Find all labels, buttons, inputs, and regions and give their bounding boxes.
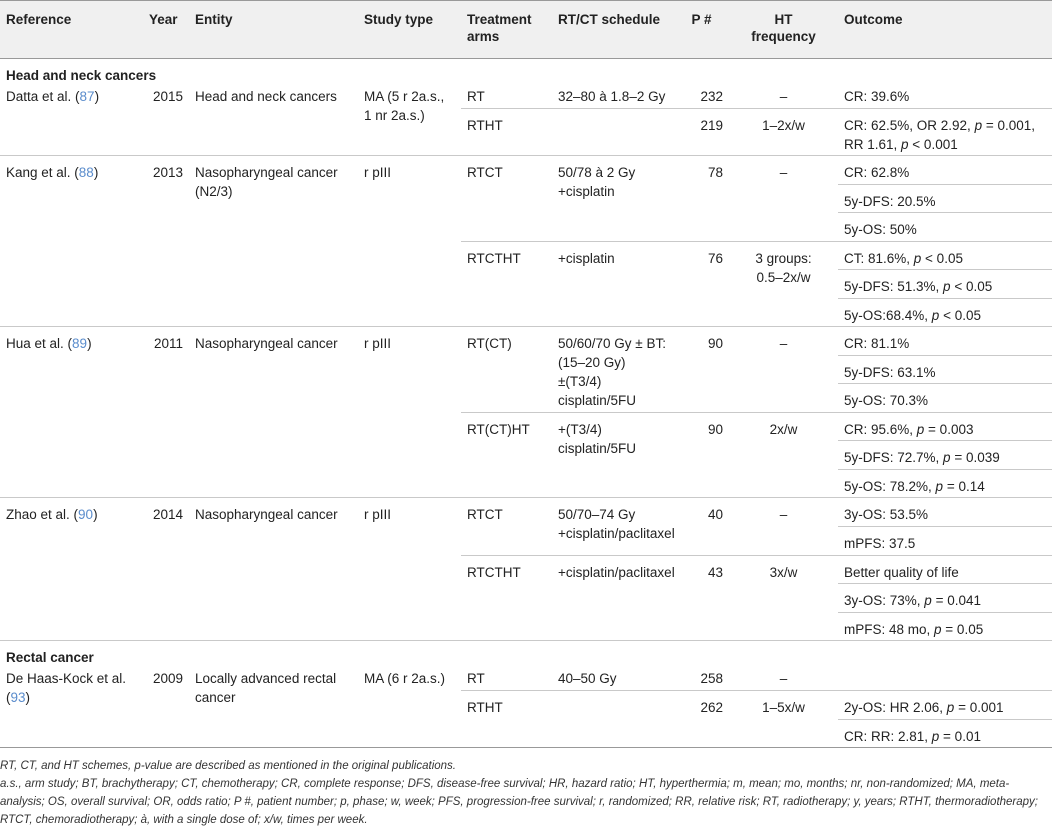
section-title: Head and neck cancers [6, 68, 157, 83]
entity-cell: Nasopharyngeal cancer (N2/3) [189, 155, 358, 326]
arm-cell: RTHT [461, 108, 552, 155]
citation-link[interactable]: 87 [79, 89, 95, 104]
outcome-cell: CR: 62.5%, OR 2.92, p = 0.001, RR 1.61, p < 0.001 [838, 108, 1052, 155]
outcome-cell: 5y-OS: 70.3% [838, 383, 1052, 412]
outcome-cell [838, 666, 1052, 691]
patients-cell: 258 [700, 670, 723, 686]
section-row [0, 640, 1052, 666]
ht-cell: 1–5x/w [729, 691, 838, 748]
table-row [0, 326, 1052, 355]
year-cell: 2009 [152, 670, 183, 686]
reference-cell: Kang et al. (88) [0, 155, 143, 326]
schedule-cell: +cisplatin/paclitaxel [552, 555, 674, 640]
section-row [0, 59, 1052, 85]
header-year: Year [149, 12, 178, 27]
ht-cell: – [729, 155, 838, 241]
table-footnotes [0, 757, 1046, 829]
footnote-abbreviations: a.s., arm study; BT, brachytherapy; CT, chemotherapy; CR, complete response; DFS, disease-free survival; HR, hazard ratio; HT, hyperthermia; m, mean; mo, months; nr, non-randomized; MA, meta-analysis; OS, overall survival; OR, odds ratio; P #, patient number; p, phase; w, week; PFS, progression-free survival; r, randomized; RR, relative risk; RT, radiotherapy; y, years; RTHT, thermoradiotherapy; RTCT, chemoradiotherapy; à, with a single dose of; x/w, times per week. [0, 778, 1038, 826]
schedule-cell [552, 108, 674, 155]
patients-cell: 232 [700, 89, 723, 104]
year-cell: 2015 [152, 89, 183, 104]
patients-cell: 90 [674, 326, 729, 412]
study-type-cell: r pIII [358, 326, 461, 497]
schedule-cell: +cisplatin [552, 241, 674, 326]
schedule-cell [552, 691, 674, 748]
outcome-cell: CR: 39.6% [844, 89, 910, 104]
study-type-cell: MA (6 r 2a.s.) [364, 670, 446, 686]
outcome-cell: CR: 62.8% [838, 155, 1052, 184]
schedule-cell: 32–80 à 1.8–2 Gy [558, 89, 666, 104]
arm-cell: RT(CT)HT [461, 412, 552, 497]
table-row [0, 84, 1052, 108]
citation-link[interactable]: 90 [78, 506, 94, 522]
ht-cell: – [779, 670, 788, 686]
header-study-type: Study type [364, 12, 434, 27]
section-title: Rectal cancer [0, 640, 1052, 666]
outcome-cell: 2y-OS: HR 2.06, p = 0.001 [838, 691, 1052, 720]
schedule-cell: 50/60/70 Gy ± BT: (15–20 Gy) ±(T3/4) cisplatin/5FU [552, 326, 674, 412]
reference-cell: Datta et al. (87) [6, 89, 100, 104]
citation-link[interactable]: 89 [72, 335, 88, 351]
outcome-cell: 3y-OS: 53.5% [838, 497, 1052, 526]
table-row [0, 497, 1052, 526]
citation-link[interactable]: 88 [78, 164, 94, 180]
outcome-cell: CR: 95.6%, p = 0.003 [838, 412, 1052, 440]
outcome-cell: mPFS: 48 mo, p = 0.05 [838, 612, 1052, 640]
arm-cell: RT(CT) [461, 326, 552, 412]
entity-cell: Locally advanced rectal cancer [195, 670, 337, 705]
study-type-cell: r pIII [358, 497, 461, 640]
header-ht-frequency: HT frequency [751, 12, 816, 44]
reference-cell: Hua et al. (89) [0, 326, 143, 497]
schedule-cell: 50/78 à 2 Gy +cisplatin [552, 155, 674, 241]
ht-cell: – [729, 326, 838, 412]
schedule-cell: +(T3/4) cisplatin/5FU [552, 412, 674, 497]
outcome-cell: CR: RR: 2.81, p = 0.01 [838, 720, 1052, 748]
outcome-cell: CT: 81.6%, p < 0.05 [838, 241, 1052, 269]
arm-cell: RTHT [461, 691, 552, 748]
outcome-cell: 5y-DFS: 51.3%, p < 0.05 [838, 269, 1052, 298]
patients-cell: 90 [674, 412, 729, 497]
outcome-cell: 5y-OS: 78.2%, p = 0.14 [838, 469, 1052, 497]
patients-cell: 43 [674, 555, 729, 640]
table-row [0, 666, 1052, 691]
entity-cell: Nasopharyngeal cancer [189, 326, 358, 497]
table-row [0, 155, 1052, 184]
arm-cell: RTCTHT [461, 555, 552, 640]
header-schedule: RT/CT schedule [558, 12, 661, 27]
year-cell: 2014 [143, 497, 189, 640]
ht-cell: 3 groups: 0.5–2x/w [729, 241, 838, 326]
footnote-scheme: RT, CT, and HT schemes, p-value are described as mentioned in the original publications. [0, 760, 456, 772]
outcome-cell: mPFS: 37.5 [838, 526, 1052, 555]
outcome-cell: Better quality of life [838, 555, 1052, 583]
schedule-cell: 50/70–74 Gy +cisplatin/paclitaxel [552, 497, 674, 555]
outcome-cell: 3y-OS: 73%, p = 0.041 [838, 583, 1052, 612]
arm-cell: RTCTHT [461, 241, 552, 326]
reference-cell: De Haas-Kock et al. (93) [6, 670, 127, 705]
entity-cell: Head and neck cancers [195, 89, 337, 104]
patients-cell: 76 [674, 241, 729, 326]
patients-cell: 40 [674, 497, 729, 555]
outcome-cell: 5y-DFS: 63.1% [838, 355, 1052, 383]
ht-cell: 3x/w [729, 555, 838, 640]
header-treatment-arms: Treatment arms [467, 12, 532, 44]
ht-cell: – [779, 89, 788, 104]
ht-cell: 1–2x/w [729, 108, 838, 155]
arm-cell: RTCT [461, 155, 552, 241]
citation-link[interactable]: 93 [10, 689, 26, 705]
outcome-cell: 5y-OS: 50% [838, 212, 1052, 241]
entity-cell: Nasopharyngeal cancer [189, 497, 358, 640]
outcome-cell: 5y-DFS: 72.7%, p = 0.039 [838, 440, 1052, 469]
ht-cell: – [729, 497, 838, 555]
outcome-cell: CR: 81.1% [838, 326, 1052, 355]
patients-cell: 262 [674, 691, 729, 748]
patients-cell: 78 [674, 155, 729, 241]
study-type-cell: MA (5 r 2a.s., 1 nr 2a.s.) [364, 89, 445, 123]
arm-cell: RT [467, 89, 485, 104]
header-patients: P # [691, 12, 712, 27]
year-cell: 2013 [143, 155, 189, 326]
reference-cell: Zhao et al. (90) [0, 497, 143, 640]
outcome-cell: 5y-OS:68.4%, p < 0.05 [838, 298, 1052, 326]
header-reference: Reference [6, 12, 72, 27]
arm-cell: RT [467, 670, 485, 686]
outcome-cell: 5y-DFS: 20.5% [838, 184, 1052, 212]
study-type-cell: r pIII [358, 155, 461, 326]
year-cell: 2011 [143, 326, 189, 497]
patients-cell: 219 [674, 108, 729, 155]
schedule-cell: 40–50 Gy [558, 670, 617, 686]
arm-cell: RTCT [461, 497, 552, 555]
header-entity: Entity [195, 12, 233, 27]
ht-cell: 2x/w [729, 412, 838, 497]
header-outcome: Outcome [844, 12, 903, 27]
header-row [0, 1, 1052, 59]
